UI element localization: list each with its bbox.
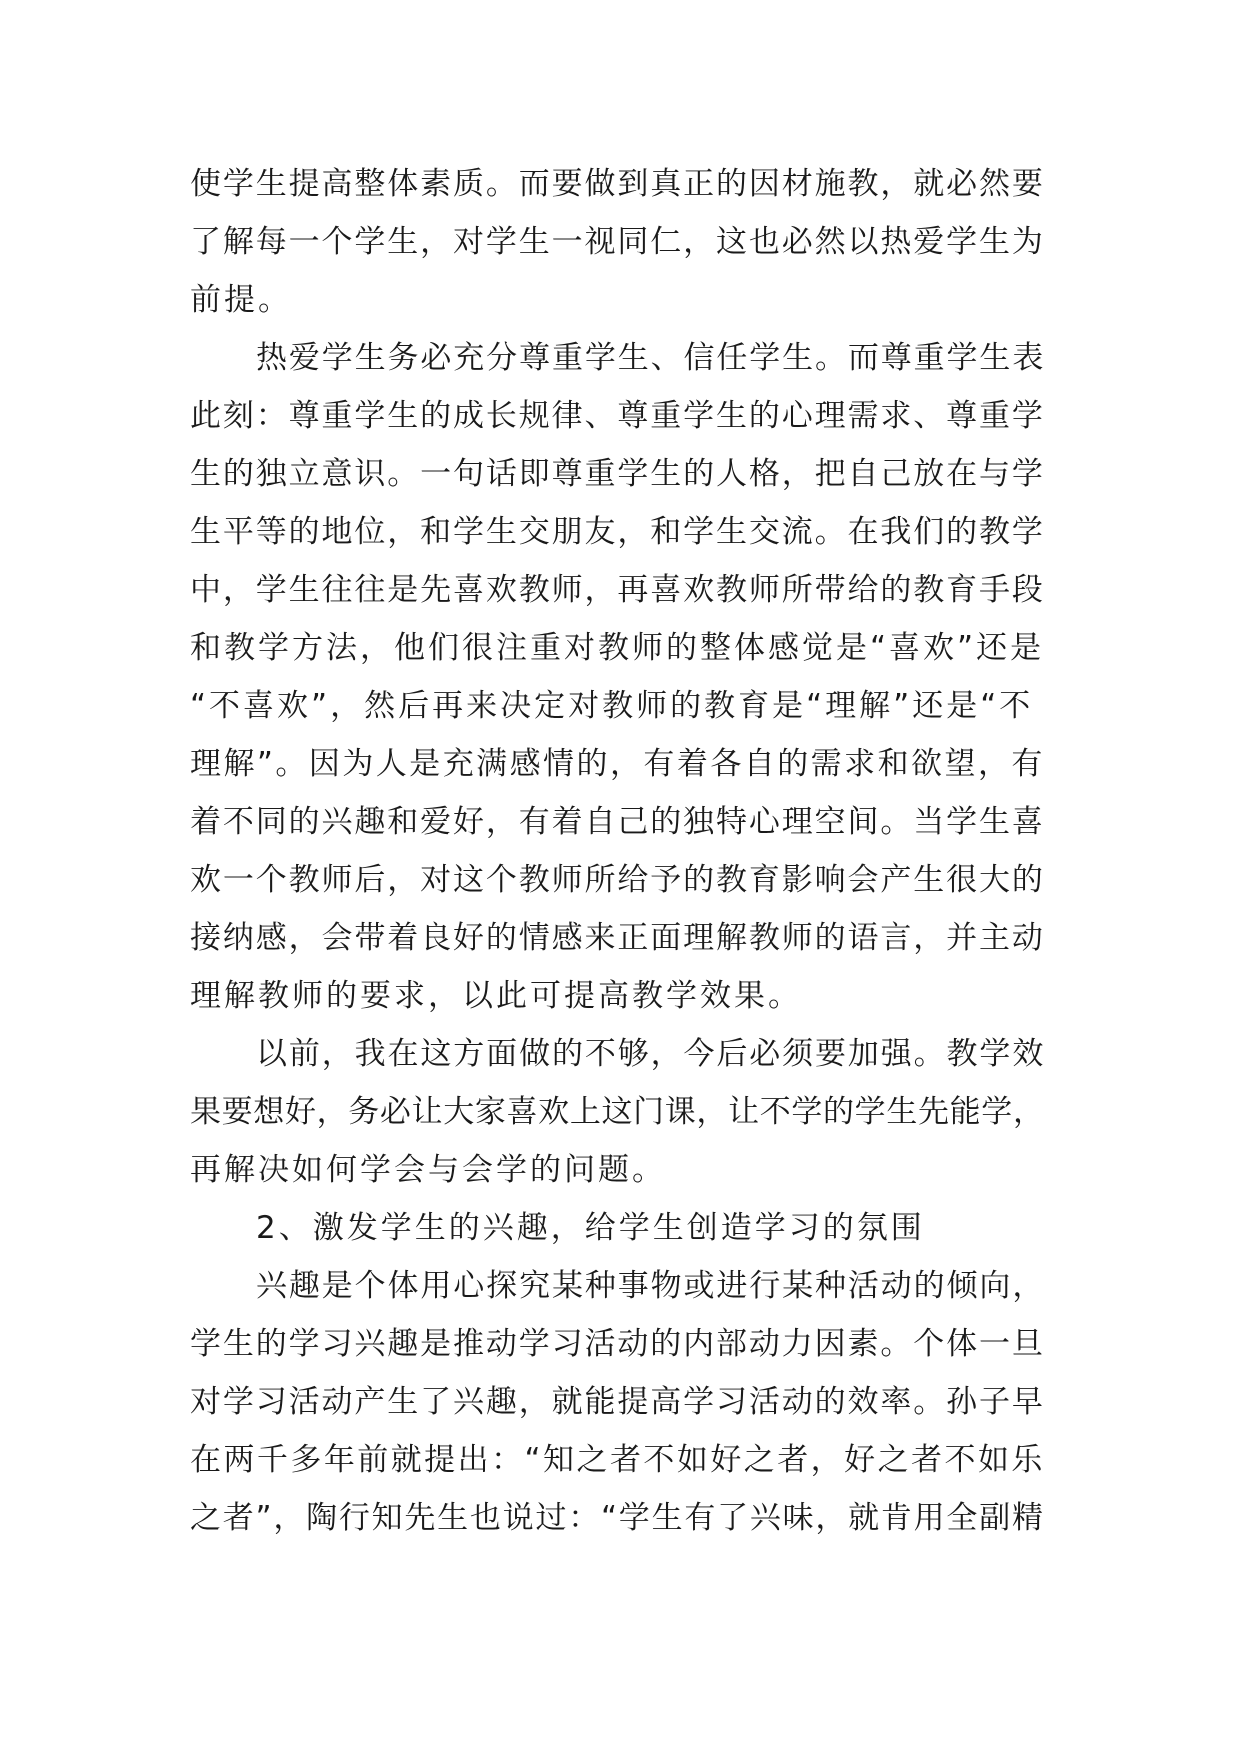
text-line: 着不同的兴趣和爱好，有着自己的独特心理空间。当学生喜 [190, 804, 1045, 840]
text-line: 生的独立意识。一句话即尊重学生的人格，把自己放在与学 [190, 456, 1045, 492]
text-line: 以前，我在这方面做的不够，今后必须要加强。教学效 [256, 1036, 1046, 1072]
text-line: 中，学生往往是先喜欢教师，再喜欢教师所带给的教育手段 [190, 572, 1045, 608]
text-line: 前提。 [190, 282, 292, 318]
text-line: 在两千多年前就提出：“知之者不如好之者，好之者不如乐 [190, 1442, 1045, 1478]
text-line: 2、激发学生的兴趣，给学生创造学习的氛围 [256, 1210, 925, 1246]
text-line: 再解决如何学会与会学的问题。 [190, 1152, 666, 1188]
text-line: 果要想好，务必让大家喜欢上这门课，让不学的学生先能学， [190, 1094, 1045, 1130]
text-line: 和教学方法，他们很注重对教师的整体感觉是“喜欢”还是 [190, 630, 1045, 666]
text-line: 兴趣是个体用心探究某种事物或进行某种活动的倾向， [256, 1268, 1046, 1304]
text-line: 了解每一个学生，对学生一视同仁，这也必然以热爱学生为 [190, 224, 1045, 260]
text-line: “不喜欢”，然后再来决定对教师的教育是“理解”还是“不 [190, 688, 1034, 724]
text-line: 对学习活动产生了兴趣，就能提高学习活动的效率。孙子早 [190, 1384, 1045, 1420]
text-line: 欢一个教师后，对这个教师所给予的教育影响会产生很大的 [190, 862, 1045, 898]
text-line: 理解”。因为人是充满感情的，有着各自的需求和欲望，有 [190, 746, 1045, 782]
text-line: 此刻：尊重学生的成长规律、尊重学生的心理需求、尊重学 [190, 398, 1045, 434]
text-line: 使学生提高整体素质。而要做到真正的因材施教，就必然要 [190, 166, 1045, 202]
text-line: 热爱学生务必充分尊重学生、信任学生。而尊重学生表 [256, 340, 1046, 376]
text-line: 接纳感，会带着良好的情感来正面理解教师的语言，并主动 [190, 920, 1045, 956]
text-line: 之者”，陶行知先生也说过：“学生有了兴味，就肯用全副精 [190, 1500, 1045, 1536]
body-text [190, 155, 1050, 1547]
text-line: 生平等的地位，和学生交朋友，和学生交流。在我们的教学 [190, 514, 1045, 550]
text-line: 理解教师的要求，以此可提高教学效果。 [190, 978, 802, 1014]
text-line: 学生的学习兴趣是推动学习活动的内部动力因素。个体一旦 [190, 1326, 1045, 1362]
